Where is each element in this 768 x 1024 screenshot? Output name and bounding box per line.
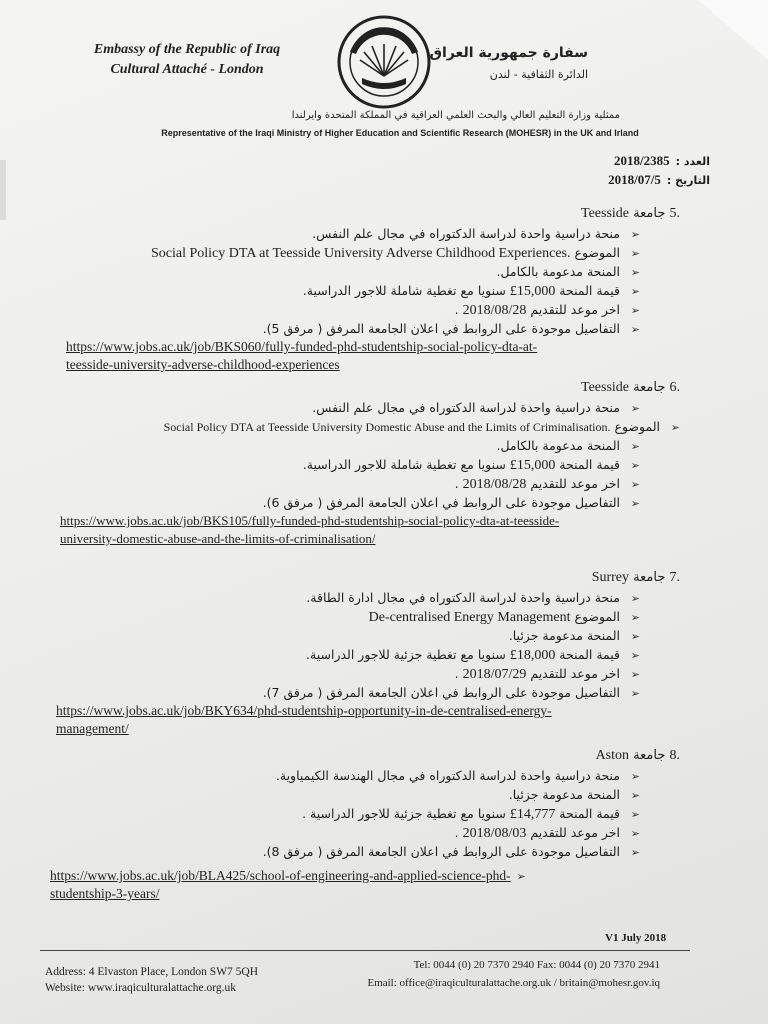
embassy-name-ar: سفارة جمهورية العراق <box>429 45 588 61</box>
bullet-scholarship: ➢منحة دراسية واحدة لدراسة الدكتوراه في مجال الهندسة الكيمياوية. <box>275 768 640 783</box>
bullet-deadline: ➢اخر موعد للتقديم 2018/08/28 . <box>454 302 640 318</box>
bullet-deadline: ➢اخر موعد للتقديم 2018/08/28 . <box>454 476 640 492</box>
footer-date: V1 July 2018 <box>605 932 667 944</box>
bullet-funding: ➢المنحة مدعومة جزئيا. <box>508 628 640 643</box>
attache-name-ar: الدائرة الثقافية - لندن <box>489 68 588 81</box>
link-line-2[interactable]: university-domestic-abuse-and-the-limits-of-criminalisation/ <box>60 531 376 546</box>
link-line-2[interactable]: management/ <box>56 721 129 736</box>
header-english <box>72 40 302 80</box>
bullet-scholarship: ➢منحة دراسية واحدة لدراسة الدكتوراه في مجال ادارة الطاقة. <box>306 590 640 605</box>
section-8 <box>50 746 690 903</box>
bullet-subject: ➢الموضوع Social Policy DTA at Teesside University Domestic Abuse and the Limits of Criminalisation. <box>163 419 680 434</box>
section-7 <box>50 568 690 738</box>
bullet-value: ➢قيمة المنحة £18,000 سنويا مع تغطية جزئية للاجور الدراسية. <box>306 647 640 663</box>
bullet-value: ➢قيمة المنحة £15,000 سنويا مع تغطية شاملة للاجور الدراسية. <box>302 457 640 473</box>
bullet-details: ➢التفاصيل موجودة على الروابط في اعلان الجامعة المرفق ( مرفق 5). <box>262 321 640 336</box>
section-title: .8 جامعة Aston <box>595 748 680 763</box>
link-line-2[interactable]: studentship-3-years/ <box>50 886 160 901</box>
footer-left <box>45 964 345 996</box>
bullet-value: ➢قيمة المنحة £15,000 سنويا مع تغطية شاملة للاجور الدراسية. <box>302 283 640 299</box>
link-line-1[interactable]: https://www.jobs.ac.uk/job/BKY634/phd-studentship-opportunity-in-de-centralised-energy- <box>56 703 552 718</box>
bullet-deadline: ➢اخر موعد للتقديم 2018/07/29 . <box>454 666 640 682</box>
section-6 <box>50 378 690 548</box>
attache-name-en: Cultural Attaché - London <box>110 62 264 77</box>
bullet-value: ➢قيمة المنحة £14,777 سنويا مع تغطية جزئية للاجور الدراسية . <box>302 806 640 822</box>
footer-divider <box>40 950 690 951</box>
embassy-name-en: Embassy of the Republic of Iraq <box>93 42 281 57</box>
reference-block <box>540 152 710 190</box>
bullet-scholarship: ➢منحة دراسية واحدة لدراسة الدكتوراه في مجال علم النفس. <box>312 400 640 415</box>
representative-en: Representative of the Iraqi Ministry of Higher Education and Scientific Research (MOHESR) in the UK and Irland <box>161 128 639 138</box>
underlying-sheet-edge <box>0 160 6 220</box>
bullet-funding: ➢المنحة مدعومة بالكامل. <box>496 264 640 279</box>
bullet-subject: ➢الموضوع Social Policy DTA at Teesside University Adverse Childhood Experiences. <box>151 245 640 261</box>
link-line-1[interactable]: https://www.jobs.ac.uk/job/BKS060/fully-funded-phd-studentship-social-policy-dta-at- <box>66 339 538 354</box>
bullet-funding: ➢المنحة مدعومة بالكامل. <box>496 438 640 453</box>
bullet-funding: ➢المنحة مدعومة جزئيا. <box>508 787 640 802</box>
bullet-details: ➢التفاصيل موجودة على الروابط في اعلان الجامعة المرفق ( مرفق 6). <box>262 495 640 510</box>
ref-number-label: العدد : <box>675 155 710 168</box>
footer-tel: Tel: 0044 (0) 20 7370 2940 Fax: 0044 (0) 20 7370 2941 <box>413 959 660 971</box>
ref-date-label: التاريخ : <box>666 174 710 187</box>
link-row: https://www.jobs.ac.uk/job/BLA425/school-of-engineering-and-applied-science-phd- ➢ <box>50 868 526 883</box>
bullet-details: ➢التفاصيل موجودة على الروابط في اعلان الجامعة المرفق ( مرفق 7). <box>262 685 640 700</box>
representative-ar: ممثلية وزارة التعليم العالي والبحث العلمي العراقية في المملكة المتحدة وايرلندا <box>291 110 620 121</box>
bullet-scholarship: ➢منحة دراسية واحدة لدراسة الدكتوراه في مجال علم النفس. <box>312 226 640 241</box>
footer-email[interactable]: Email: office@iraqiculturalattache.org.uk / britain@mohesr.gov.iq <box>367 977 660 989</box>
link-line-1[interactable]: https://www.jobs.ac.uk/job/BLA425/school-of-engineering-and-applied-science-phd- <box>50 868 511 883</box>
link-line-1[interactable]: https://www.jobs.ac.uk/job/BKS105/fully-funded-phd-studentship-social-policy-dta-at-teesside- <box>60 513 560 528</box>
footer-address: Address: 4 Elvaston Place, London SW7 5QH <box>45 966 259 978</box>
ref-date-value: 2018/07/5 <box>608 172 661 187</box>
bullet-deadline: ➢اخر موعد للتقديم 2018/08/03 . <box>454 825 640 841</box>
section-5 <box>50 204 690 374</box>
section-title: .7 جامعة Surrey <box>591 570 680 585</box>
ref-number-value: 2018/2385 <box>614 153 670 168</box>
link-line-2[interactable]: teesside-university-adverse-childhood-experiences <box>66 357 340 372</box>
section-title: .5 جامعة Teesside <box>581 206 680 221</box>
section-title: .6 جامعة Teesside <box>581 380 680 395</box>
header-arabic <box>388 42 588 86</box>
bullet-subject: ➢الموضوع De-centralised Energy Management <box>368 609 640 625</box>
bullet-details: ➢التفاصيل موجودة على الروابط في اعلان الجامعة المرفق ( مرفق 8). <box>262 844 640 859</box>
footer-website[interactable]: Website: www.iraqiculturalattache.org.uk <box>45 982 236 994</box>
page-corner <box>698 0 768 60</box>
footer-right <box>330 956 660 992</box>
